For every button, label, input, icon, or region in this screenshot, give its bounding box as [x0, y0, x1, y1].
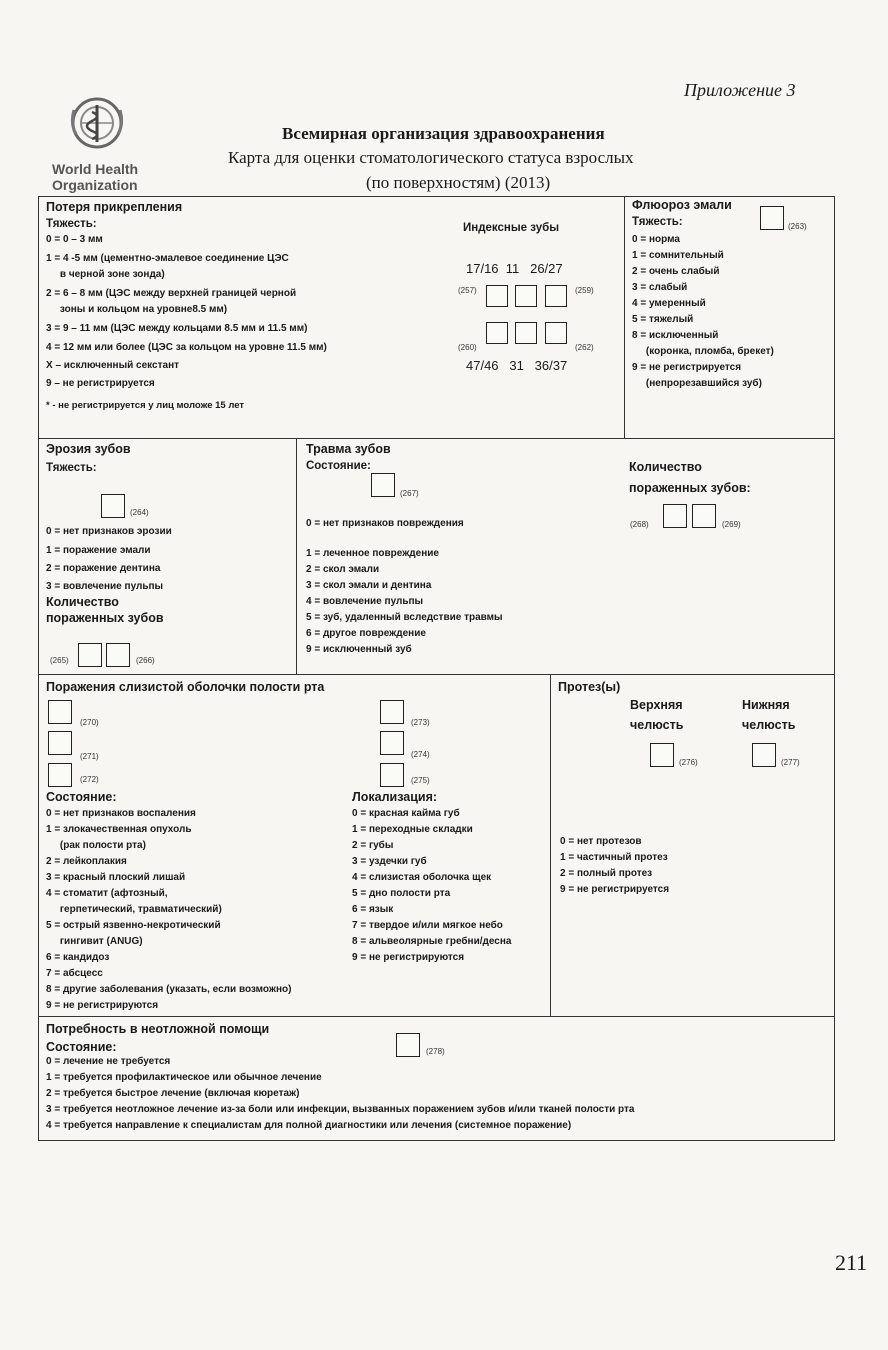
sextant-17-16-box[interactable]	[486, 285, 508, 307]
list-item: (коронка, пломба, брекет)	[632, 346, 774, 357]
list-item: герпетический, травматический)	[46, 904, 222, 915]
sextant-47-46-box[interactable]	[486, 322, 508, 344]
trauma-count-box-1[interactable]	[663, 504, 687, 528]
code-264: (264)	[130, 508, 149, 517]
code-259: (259)	[575, 286, 594, 295]
list-item: 9 = исключенный зуб	[306, 644, 412, 655]
list-item: 1 = сомнительный	[632, 250, 724, 261]
list-item: в черной зоне зонда)	[46, 269, 165, 280]
trauma-section	[306, 442, 626, 472]
appendix-label: Приложение 3	[684, 80, 796, 100]
list-item: 2 = поражение дентина	[46, 563, 161, 574]
list-item: 0 = нет признаков эрозии	[46, 526, 172, 537]
list-item: 8 = исключенный	[632, 330, 719, 341]
list-item: 9 = не регистрируются	[352, 952, 465, 963]
trauma-box[interactable]	[371, 473, 395, 497]
list-item: 1 = переходные складки	[352, 824, 473, 835]
list-item: 9 = не регистрируется	[560, 884, 670, 895]
who-emblem-icon	[64, 90, 130, 156]
list-item: 3 = слабый	[632, 282, 688, 293]
mucosa-state-label: Состояние:	[46, 790, 117, 804]
list-item: 6 = кандидоз	[46, 952, 110, 963]
page-number: 211	[835, 1250, 868, 1275]
trauma-list	[306, 546, 503, 658]
list-item: 0 = 0 – 3 мм	[46, 234, 103, 245]
list-item: 3 = уздечки губ	[352, 856, 427, 867]
upper-teeth-label: 17/16 11 26/27	[466, 261, 563, 276]
list-item: 6 = другое повреждение	[306, 628, 426, 639]
list-item: 3 = красный плоский лишай	[46, 872, 186, 883]
list-item: 1 = злокачественная опухоль	[46, 824, 192, 835]
list-item: 0 = лечение не требуется	[46, 1056, 171, 1067]
fluorosis-severity-label: Тяжесть:	[632, 216, 683, 228]
list-item: 2 = полный протез	[560, 868, 653, 879]
code-268: (268)	[630, 520, 649, 529]
erosion-list	[46, 524, 172, 625]
trauma-count-label-1: Количество	[629, 460, 702, 474]
list-item: 4 = умеренный	[632, 298, 706, 309]
list-item: 2 = скол эмали	[306, 564, 380, 575]
code-263: (263)	[788, 222, 807, 231]
lower-prosthesis-box[interactable]	[752, 743, 776, 767]
urgent-state-label: Состояние:	[46, 1040, 117, 1054]
sextant-36-37-box[interactable]	[545, 322, 567, 344]
list-item: 1 = поражение эмали	[46, 545, 151, 556]
upper-prosthesis-box[interactable]	[650, 743, 674, 767]
list-item: 0 = норма	[632, 234, 680, 245]
urgent-section	[46, 1022, 635, 1134]
list-item: 8 = другие заболевания (указать, если возможно)	[46, 984, 292, 995]
mucosa-location-list	[352, 790, 511, 966]
sextant-31-box[interactable]	[515, 322, 537, 344]
list-item: 2 = губы	[352, 840, 394, 851]
divider-v1	[624, 196, 625, 438]
list-item: 4 = стоматит (афтозный,	[46, 888, 168, 899]
code-257: (257)	[458, 286, 477, 295]
erosion-count-box-1[interactable]	[78, 643, 102, 667]
list-item: 3 = скол эмали и дентина	[306, 580, 432, 591]
code-276: (276)	[679, 758, 698, 767]
list-item: 2 = требуется быстрое лечение (включая кюретаж)	[46, 1088, 300, 1099]
sextant-26-27-box[interactable]	[545, 285, 567, 307]
divider-v2	[296, 438, 297, 674]
prosthesis-title: Протез(ы)	[558, 680, 621, 694]
attachment-loss-footnote: * - не регистрируется у лиц моложе 15 лет	[46, 400, 245, 411]
list-item: 5 = острый язвенно-некротический	[46, 920, 221, 931]
code-277: (277)	[781, 758, 800, 767]
erosion-count-label-2: пораженных зубов	[46, 611, 164, 625]
attachment-loss-title: Потеря прикрепления	[46, 200, 183, 214]
list-item: 2 = 6 – 8 мм (ЦЭС между верхней границей черной	[46, 288, 297, 299]
mucosa-left-box-2[interactable]	[48, 731, 72, 755]
list-item: 2 = лейкоплакия	[46, 856, 127, 867]
trauma-count-label-2: пораженных зубов:	[629, 481, 751, 495]
erosion-box[interactable]	[101, 494, 125, 518]
trauma-item-0: 0 = нет признаков повреждения	[306, 518, 464, 529]
list-item: 7 = абсцесс	[46, 968, 103, 979]
list-item: зоны и кольцом на уровне8.5 мм)	[46, 304, 228, 315]
form-subtitle-2: (по поверхностям) (2013)	[366, 173, 551, 192]
erosion-count-label-1: Количество	[46, 595, 119, 609]
mucosa-state-list	[46, 790, 291, 1014]
mucosa-right-box-3[interactable]	[380, 763, 404, 787]
list-item: 5 = зуб, удаленный вследствие травмы	[306, 612, 503, 623]
mucosa-left-box-1[interactable]	[48, 700, 72, 724]
erosion-title: Эрозия зубов	[46, 442, 131, 456]
list-item: 9 = не регистрируется	[632, 362, 742, 373]
mucosa-left-box-3[interactable]	[48, 763, 72, 787]
list-item: гингивит (ANUG)	[46, 936, 143, 947]
code-269: (269)	[722, 520, 741, 529]
list-item: 3 = требуется неотложное лечение из-за боли или инфекции, вызванных поражением зубов и/или тканей полости рта	[46, 1104, 635, 1115]
divider-h3	[38, 1016, 835, 1017]
index-teeth-label: Индексные зубы	[463, 222, 560, 234]
divider-h1	[38, 438, 835, 439]
fluorosis-title: Флюороз эмали	[632, 198, 732, 212]
list-item: 5 = дно полости рта	[352, 888, 451, 899]
list-item: 4 = 12 мм или более (ЦЭС за кольцом на уровне 11.5 мм)	[46, 342, 327, 353]
list-item: 0 = нет протезов	[560, 836, 642, 847]
list-item: 4 = требуется направление к специалистам для полной диагностики или лечения (системное поражение)	[46, 1120, 572, 1131]
lower-jaw-label-1: Нижняя	[742, 698, 790, 712]
list-item: 6 = язык	[352, 904, 394, 915]
list-item: 4 = вовлечение пульпы	[306, 596, 424, 607]
attachment-loss-severity-label: Тяжесть:	[46, 218, 97, 230]
list-item: 1 = частичный протез	[560, 852, 668, 863]
upper-jaw-label-2: челюсть	[630, 718, 684, 732]
list-item: 8 = альвеолярные гребни/десна	[352, 936, 512, 947]
list-item: 4 = слизистая оболочка щек	[352, 872, 492, 883]
upper-jaw-label-1: Верхняя	[630, 698, 683, 712]
code-260: (260)	[458, 343, 477, 352]
trauma-state-label: Состояние:	[306, 460, 371, 472]
code-275: (275)	[411, 776, 430, 785]
logo-text-1: World Health	[52, 161, 139, 177]
erosion-section	[46, 442, 291, 474]
list-item: 2 = очень слабый	[632, 266, 720, 277]
code-262: (262)	[575, 343, 594, 352]
trauma-count-box-2[interactable]	[692, 504, 716, 528]
list-item: 9 = не регистрируются	[46, 1000, 159, 1011]
code-273: (273)	[411, 718, 430, 727]
list-item: 3 = вовлечение пульпы	[46, 581, 164, 592]
list-item: (рак полости рта)	[46, 840, 146, 851]
code-266: (266)	[136, 656, 155, 665]
code-274: (274)	[411, 750, 430, 759]
prosthesis-list	[560, 834, 669, 898]
list-item: 5 = тяжелый	[632, 314, 694, 325]
mucosa-location-label: Локализация:	[352, 790, 438, 804]
divider-h2	[38, 674, 835, 675]
code-278: (278)	[426, 1047, 445, 1056]
mucosa-right-box-1[interactable]	[380, 700, 404, 724]
mucosa-right-box-2[interactable]	[380, 731, 404, 755]
trauma-title: Травма зубов	[306, 442, 391, 456]
lower-jaw-label-2: челюсть	[742, 718, 796, 732]
erosion-severity-label: Тяжесть:	[46, 462, 97, 474]
mucosa-title: Поражения слизистой оболочки полости рта	[46, 680, 325, 694]
list-item: 1 = требуется профилактическое или обычное лечение	[46, 1072, 322, 1083]
list-item: 0 = нет признаков воспаления	[46, 808, 196, 819]
code-265: (265)	[50, 656, 69, 665]
erosion-count-box-2[interactable]	[106, 643, 130, 667]
fluorosis-box[interactable]	[760, 206, 784, 230]
list-item: 7 = твердое и/или мягкое небо	[352, 920, 503, 931]
sextant-11-box[interactable]	[515, 285, 537, 307]
code-272: (272)	[80, 775, 99, 784]
urgent-title: Потребность в неотложной помощи	[46, 1022, 270, 1036]
list-item: 1 = 4 -5 мм (цементно-эмалевое соединение ЦЭС	[46, 253, 289, 264]
code-267: (267)	[400, 489, 419, 498]
list-item: 0 = красная кайма губ	[352, 808, 460, 819]
urgent-box[interactable]	[396, 1033, 420, 1057]
list-item: X – исключенный секстант	[46, 360, 180, 371]
list-item: 9 – не регистрируется	[46, 378, 155, 389]
form-subtitle: Карта для оценки стоматологического статуса взрослых	[228, 148, 634, 167]
divider-v3	[550, 674, 551, 1016]
list-item: 1 = леченное повреждение	[306, 548, 439, 559]
code-270: (270)	[80, 718, 99, 727]
org-title: Всемирная организация здравоохранения	[282, 124, 605, 143]
code-271: (271)	[80, 752, 99, 761]
list-item: (непрорезавшийся зуб)	[632, 378, 762, 389]
list-item: 3 = 9 – 11 мм (ЦЭС между кольцами 8.5 мм и 11.5 мм)	[46, 323, 308, 334]
logo-text-2: Organization	[52, 177, 138, 193]
lower-teeth-label: 47/46 31 36/37	[466, 358, 568, 373]
who-logo	[52, 90, 162, 193]
